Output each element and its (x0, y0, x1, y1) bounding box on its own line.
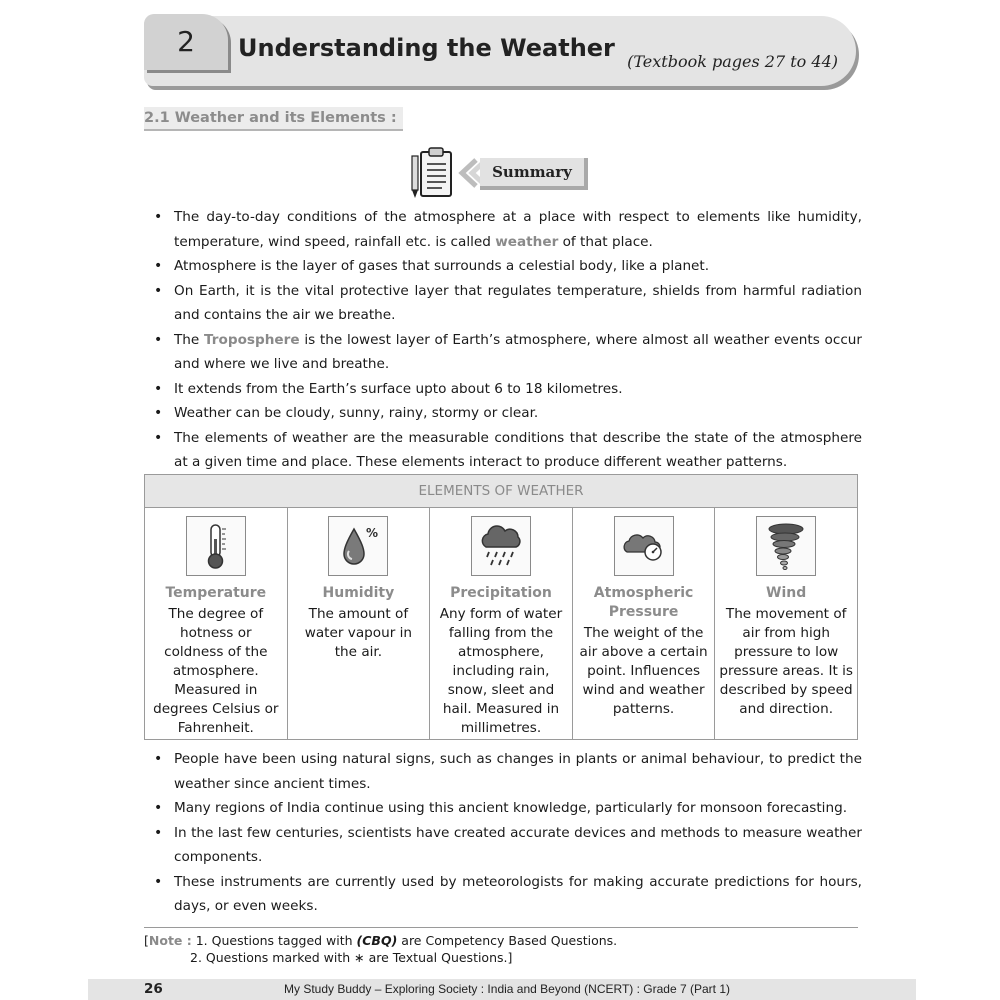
note-divider (144, 927, 858, 928)
element-name: Atmospheric Pressure (593, 585, 694, 620)
element-column-wind (715, 508, 857, 739)
cbq-tag: (CBQ) (356, 933, 398, 948)
element-column-humidity (288, 508, 431, 739)
element-name: Humidity (322, 585, 395, 601)
element-name: Temperature (165, 585, 267, 601)
list-item: • Many regions of India continue using this ancient knowledge, particularly for monsoon forecasting. (150, 796, 862, 821)
note-line-2: 2. Questions marked with ∗ are Textual Questions.] (190, 950, 513, 965)
chapter-title: Understanding the Weather (238, 34, 615, 62)
list-item: • People have been using natural signs, such as changes in plants or animal behaviour, to predict the weather since ancient times. (150, 747, 862, 796)
list-item: • These instruments are currently used by meteorologists for making accurate predictions for hours, days, or even weeks. (150, 870, 862, 919)
page-number: 26 (144, 981, 163, 997)
list-item: • It extends from the Earth’s surface upto about 6 to 18 kilometres. (150, 377, 862, 402)
chapter-header (144, 14, 858, 88)
summary-label: Summary (480, 158, 588, 190)
list-item: • The Troposphere is the lowest layer of Earth’s atmosphere, where almost all weather events occur and where we live and breathe. (150, 328, 862, 377)
list-item: • The elements of weather are the measurable conditions that describe the state of the atmosphere at a given time and place. These elements interact to produce different weather patterns. (150, 426, 862, 475)
table-header: ELEMENTS OF WEATHER (145, 475, 857, 508)
svg-text:%: % (366, 526, 379, 540)
element-description: Any form of water falling from the atmosphere, including rain, snow, sleet and hail. Measured in millimetres. (439, 606, 563, 736)
list-item: • In the last few centuries, scientists have created accurate devices and methods to measure weather components. (150, 821, 862, 870)
textbook-pages-reference: (Textbook pages 27 to 44) (627, 52, 838, 71)
list-item: • The day-to-day conditions of the atmosphere at a place with respect to elements like humidity, temperature, wind speed, rainfall etc. is called weather of that place. (150, 205, 862, 254)
pressure-gauge-cloud-icon (619, 526, 669, 566)
element-name: Precipitation (450, 585, 552, 601)
element-column-precipitation (430, 508, 573, 739)
rain-cloud-icon (476, 523, 526, 569)
chapter-number: 2 (144, 14, 228, 70)
thermometer-icon (196, 521, 236, 571)
page-footer (88, 979, 916, 1000)
element-description: The movement of air from high pressure to low pressure areas. It is described by speed and direction. (719, 606, 853, 717)
note-block (144, 932, 617, 966)
list-item: • Atmosphere is the layer of gases that surrounds a celestial body, like a planet. (150, 254, 862, 279)
list-item: • Weather can be cloudy, sunny, rainy, stormy or clear. (150, 401, 862, 426)
section-heading: 2.1 Weather and its Elements : (144, 107, 403, 131)
element-description: The amount of water vapour in the air. (304, 606, 413, 660)
element-name: Wind (766, 585, 807, 601)
clipboard-icon (410, 146, 454, 200)
elements-of-weather-table (144, 474, 858, 740)
summary-badge (410, 146, 592, 202)
element-description: The degree of hotness or coldness of the atmosphere. Measured in degrees Celsius or Fahrenheit. (153, 606, 279, 736)
list-item: • On Earth, it is the vital protective layer that regulates temperature, shields from harmful radiation and contains the air we breathe. (150, 279, 862, 328)
summary-bullet-list-continued (150, 747, 862, 919)
element-column-atmospheric-pressure (573, 508, 716, 739)
element-description: The weight of the air above a certain point. Influences wind and weather patterns. (579, 625, 708, 717)
element-column-temperature (145, 508, 288, 739)
summary-bullet-list (150, 205, 862, 475)
footer-book-title: My Study Buddy – Exploring Society : India and Beyond (NCERT) : Grade 7 (Part 1) (284, 982, 730, 996)
humidity-drop-icon (336, 521, 380, 571)
note-label: Note : (148, 933, 192, 948)
note-line-1: [Note : 1. Questions tagged with (CBQ) are Competency Based Questions. (144, 933, 618, 948)
tornado-icon (763, 520, 809, 572)
